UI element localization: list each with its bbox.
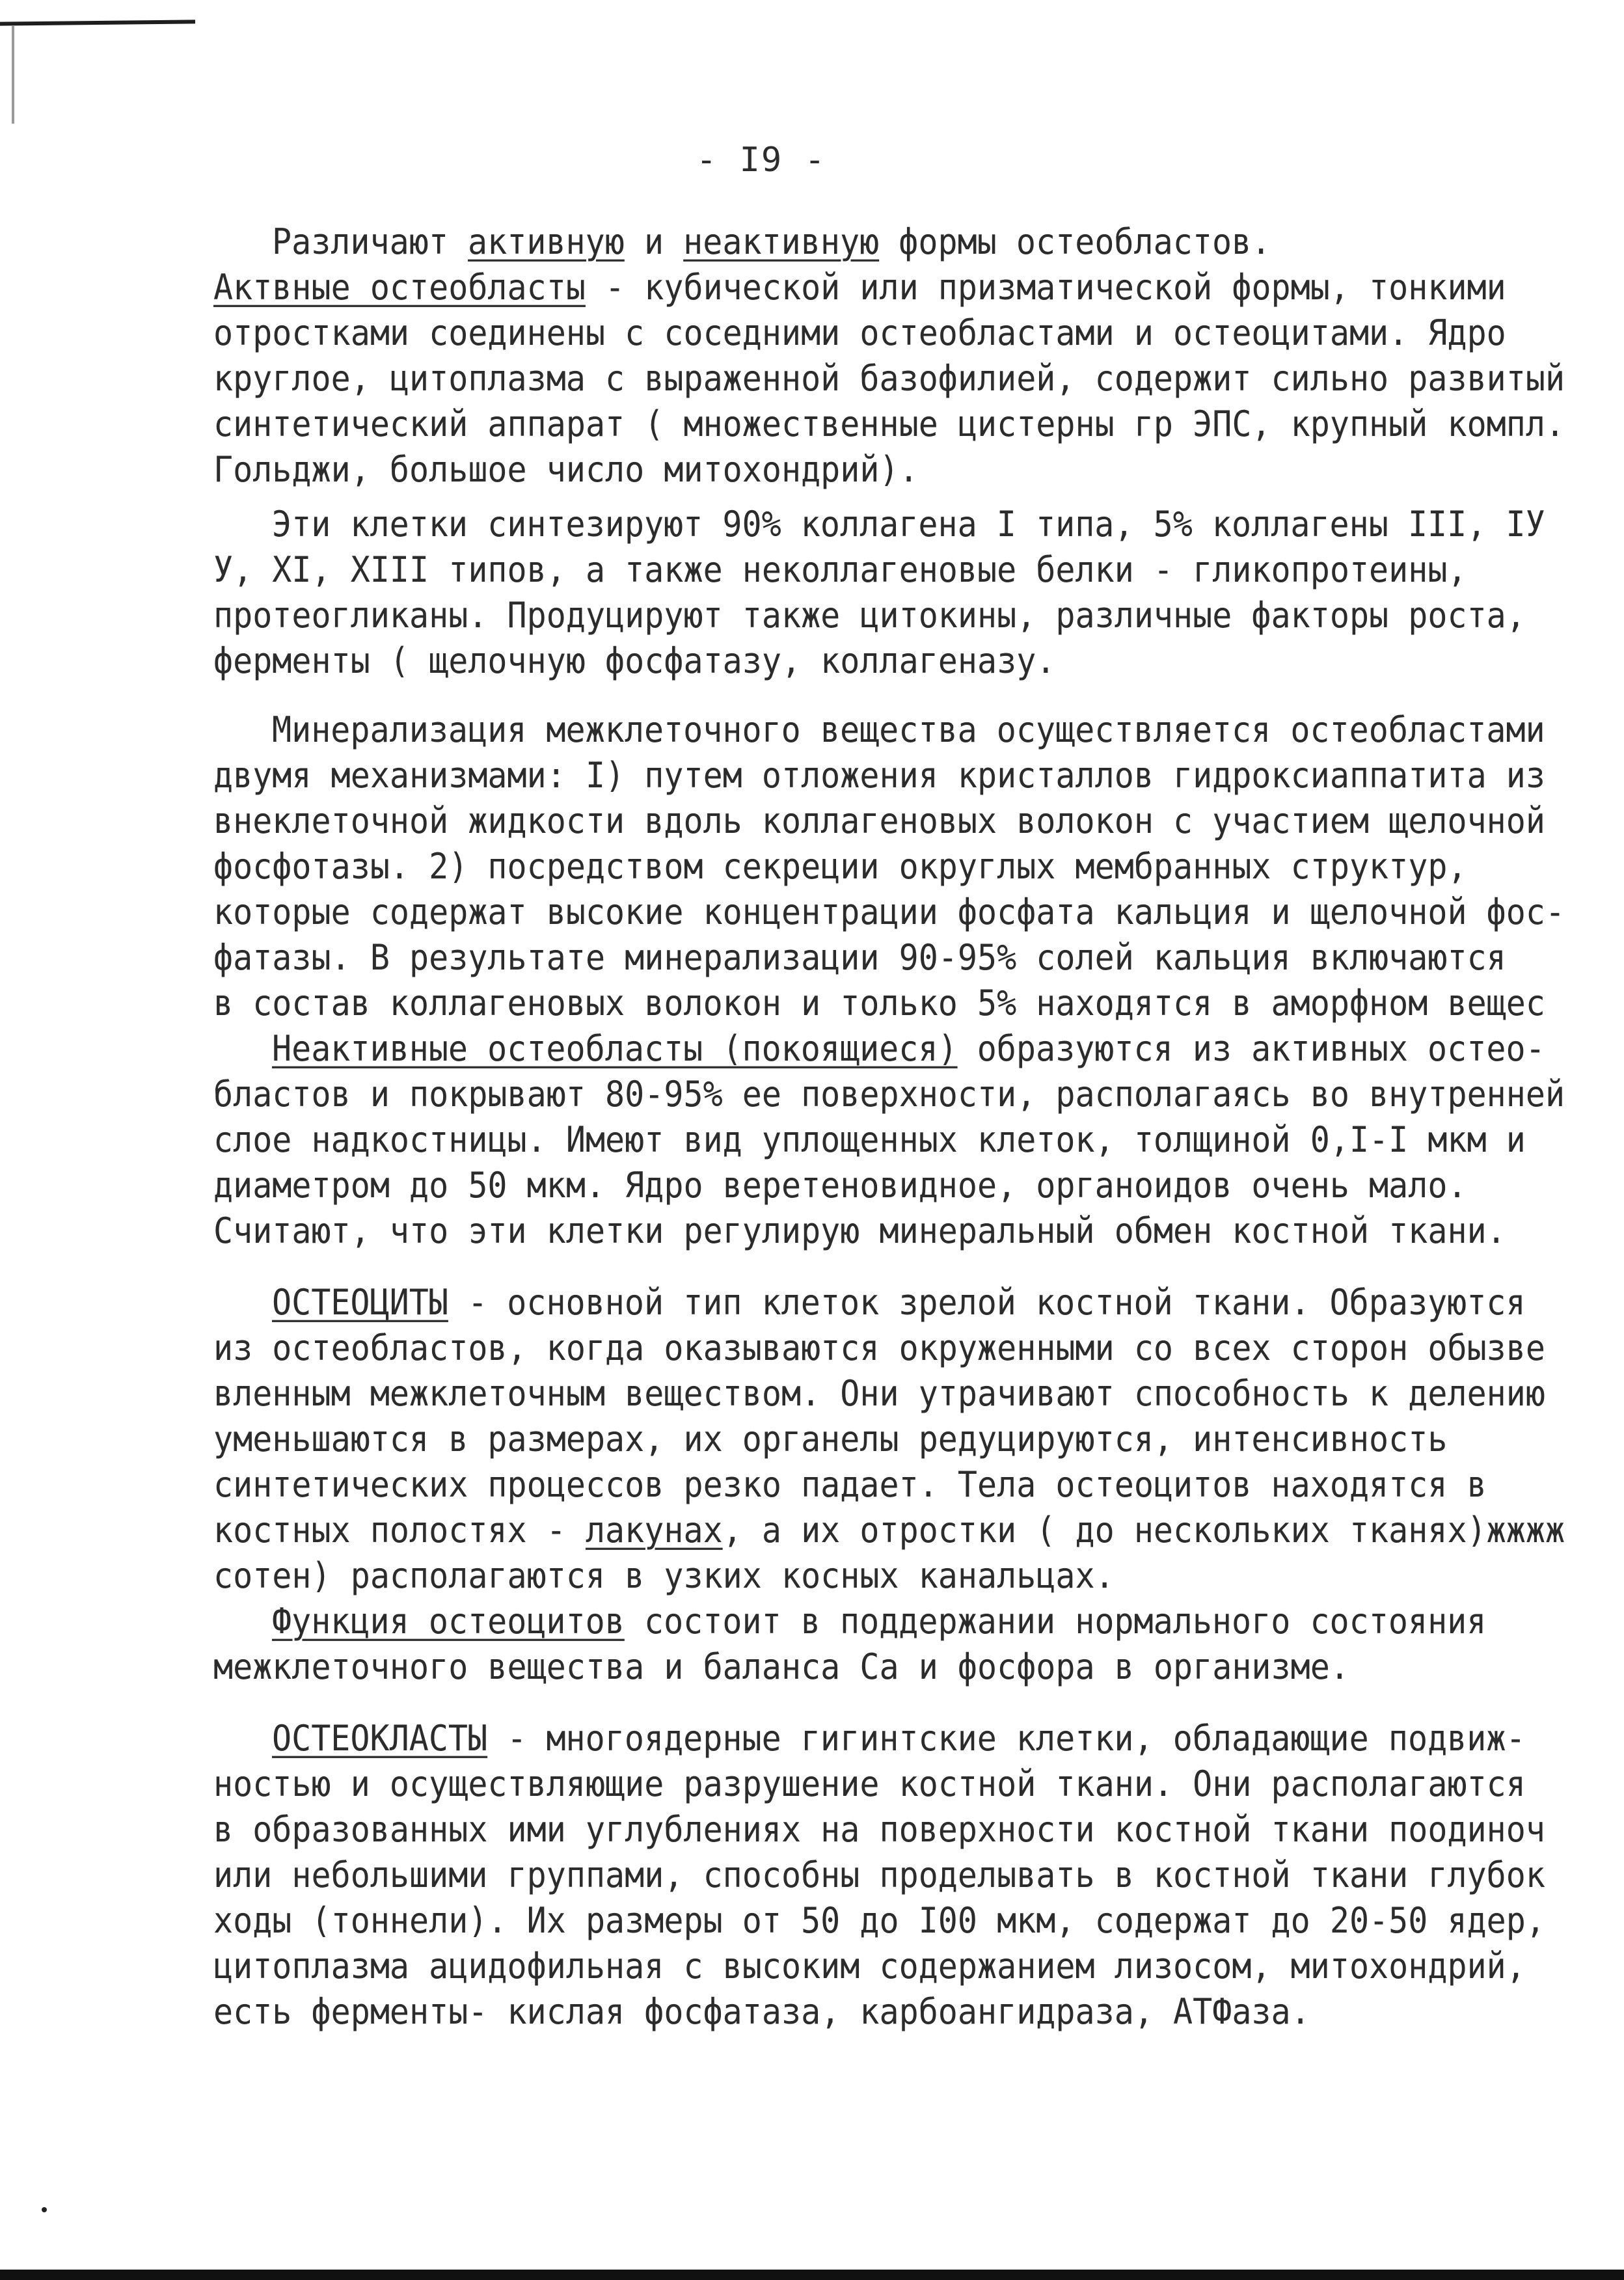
text-line-20: слое надкостницы. Имеют вид уплощенных клеток, толщиной 0,I-I мкм и [213, 1119, 1526, 1160]
text-line-13: внеклеточной жидкости вдоль коллагеновых волокон с участием щелочной [213, 800, 1545, 841]
scan-speck [42, 2207, 47, 2212]
scan-edge-bottom [0, 2270, 1624, 2280]
text-line-22: Считают, что эти клетки регулирую минеральный обмен костной ткани. [213, 1210, 1506, 1251]
text-line-30: Функция остеоцитов состоит в поддержании нормального состояния [272, 1601, 1487, 1642]
text-line-15: которые содержат высокие концентрации фосфата кальция и щелочной фос- [213, 891, 1565, 932]
text-line-9: протеогликаны. Продуцируют также цитокины, различные факторы роста, [213, 595, 1526, 636]
text-line-23: ОСТЕОЦИТЫ - основной тип клеток зрелой костной ткани. Образуются [272, 1282, 1526, 1323]
text-line-19: бластов и покрывают 80-95% ее поверхности, располагаясь во внутренней [213, 1074, 1565, 1115]
text-line-28: костных полостях - лакунах, а их отростки ( до нескольких тканях)жжжж [213, 1510, 1565, 1551]
text-line-26: уменьшаются в размерах, их органелы редуцируются, интенсивность [213, 1418, 1448, 1459]
text-line-35: или небольшими группами, способны проделывать в костной ткани глубок [213, 1854, 1545, 1895]
text-line-21: диаметром до 50 мкм. Ядро веретеновидное, органоидов очень мало. [213, 1165, 1467, 1206]
underlined-term: ОСТЕОКЛАСТЫ [272, 1718, 488, 1759]
text-line-29: сотен) располагаются в узких косных канальцах. [213, 1555, 1115, 1596]
text-line-3: отростками соединены с соседними остеобластами и остеоцитами. Ядро [213, 312, 1506, 353]
text-line-24: из остеобластов, когда оказываются окруженными со всех сторон обызве [213, 1327, 1545, 1368]
text-line-1: Различают активную и неактивную формы остеобластов. [272, 221, 1271, 262]
text-line-18: Неактивные остеобласты (покоящиеся) образуются из активных остео- [272, 1028, 1545, 1069]
text-line-32: ОСТЕОКЛАСТЫ - многоядерные гигинтские клетки, обладающие подвиж- [272, 1718, 1526, 1759]
underlined-term: лакунах [585, 1510, 723, 1551]
text-line-31: межклеточного вещества и баланса Са и фосфора в организме. [213, 1646, 1349, 1687]
text-line-27: синтетических процессов резко падает. Тела остеоцитов находятся в [213, 1464, 1487, 1505]
text-line-33: ностью и осуществляющие разрушение костной ткани. Они располагаются [213, 1763, 1526, 1804]
underlined-term: активную [468, 221, 625, 262]
underlined-term: Неактивные остеобласты (покоящиеся) [272, 1028, 958, 1069]
scan-edge-top [0, 20, 195, 25]
text-line-2: Актвные остеобласты - кубической или призматической формы, тонкими [213, 267, 1506, 308]
text-line-36: ходы (тоннели). Их размеры от 50 до I00 мкм, содержат до 20-50 ядер, [213, 1900, 1545, 1941]
text-line-5: синтетический аппарат ( множественные цистерны гр ЭПС, крупный компл. [213, 403, 1565, 444]
text-line-16: фатазы. В результате минерализации 90-95% солей кальция включаются [213, 937, 1506, 978]
text-line-34: в образованных ими углублениях на поверхности костной ткани поодиноч [213, 1809, 1545, 1850]
text-line-14: фосфотазы. 2) посредством секреции округлых мембранных структур, [213, 846, 1467, 887]
text-line-8: У, XI, XIII типов, а также неколлагеновые белки - гликопротеины, [213, 549, 1467, 590]
text-line-7: Эти клетки синтезируют 90% коллагена I типа, 5% коллагены III, IУ [272, 504, 1545, 545]
text-line-4: круглое, цитоплазма с выраженной базофилией, содержит сильно развитый [213, 358, 1565, 399]
text-line-25: вленным межклеточным веществом. Они утрачивают способность к делению [213, 1373, 1545, 1414]
text-line-10: ферменты ( щелочную фосфатазу, коллагеназу. [213, 640, 1056, 681]
scan-edge-left [12, 26, 14, 124]
underlined-term: неактивную [683, 221, 880, 262]
page-number: - I9 - [696, 141, 826, 180]
text-line-37: цитоплазма ацидофильная с высоким содержанием лизосом, митохондрий, [213, 1946, 1526, 1987]
underlined-term: ОСТЕОЦИТЫ [272, 1282, 448, 1323]
text-line-11: Минерализация межклеточного вещества осуществляется остеобластами [272, 709, 1545, 750]
text-line-17: в состав коллагеновых волокон и только 5% находятся в аморфном вещес [213, 983, 1545, 1024]
underlined-term: Актвные остеобласты [213, 267, 586, 308]
text-line-6: Гольджи, большое число митохондрий). [213, 449, 919, 490]
text-line-12: двумя механизмами: I) путем отложения кристаллов гидроксиаппатита из [213, 755, 1545, 796]
text-line-38: есть ферменты- кислая фосфатаза, карбоангидраза, АТФаза. [213, 1991, 1310, 2032]
underlined-term: Функция остеоцитов [272, 1601, 625, 1642]
